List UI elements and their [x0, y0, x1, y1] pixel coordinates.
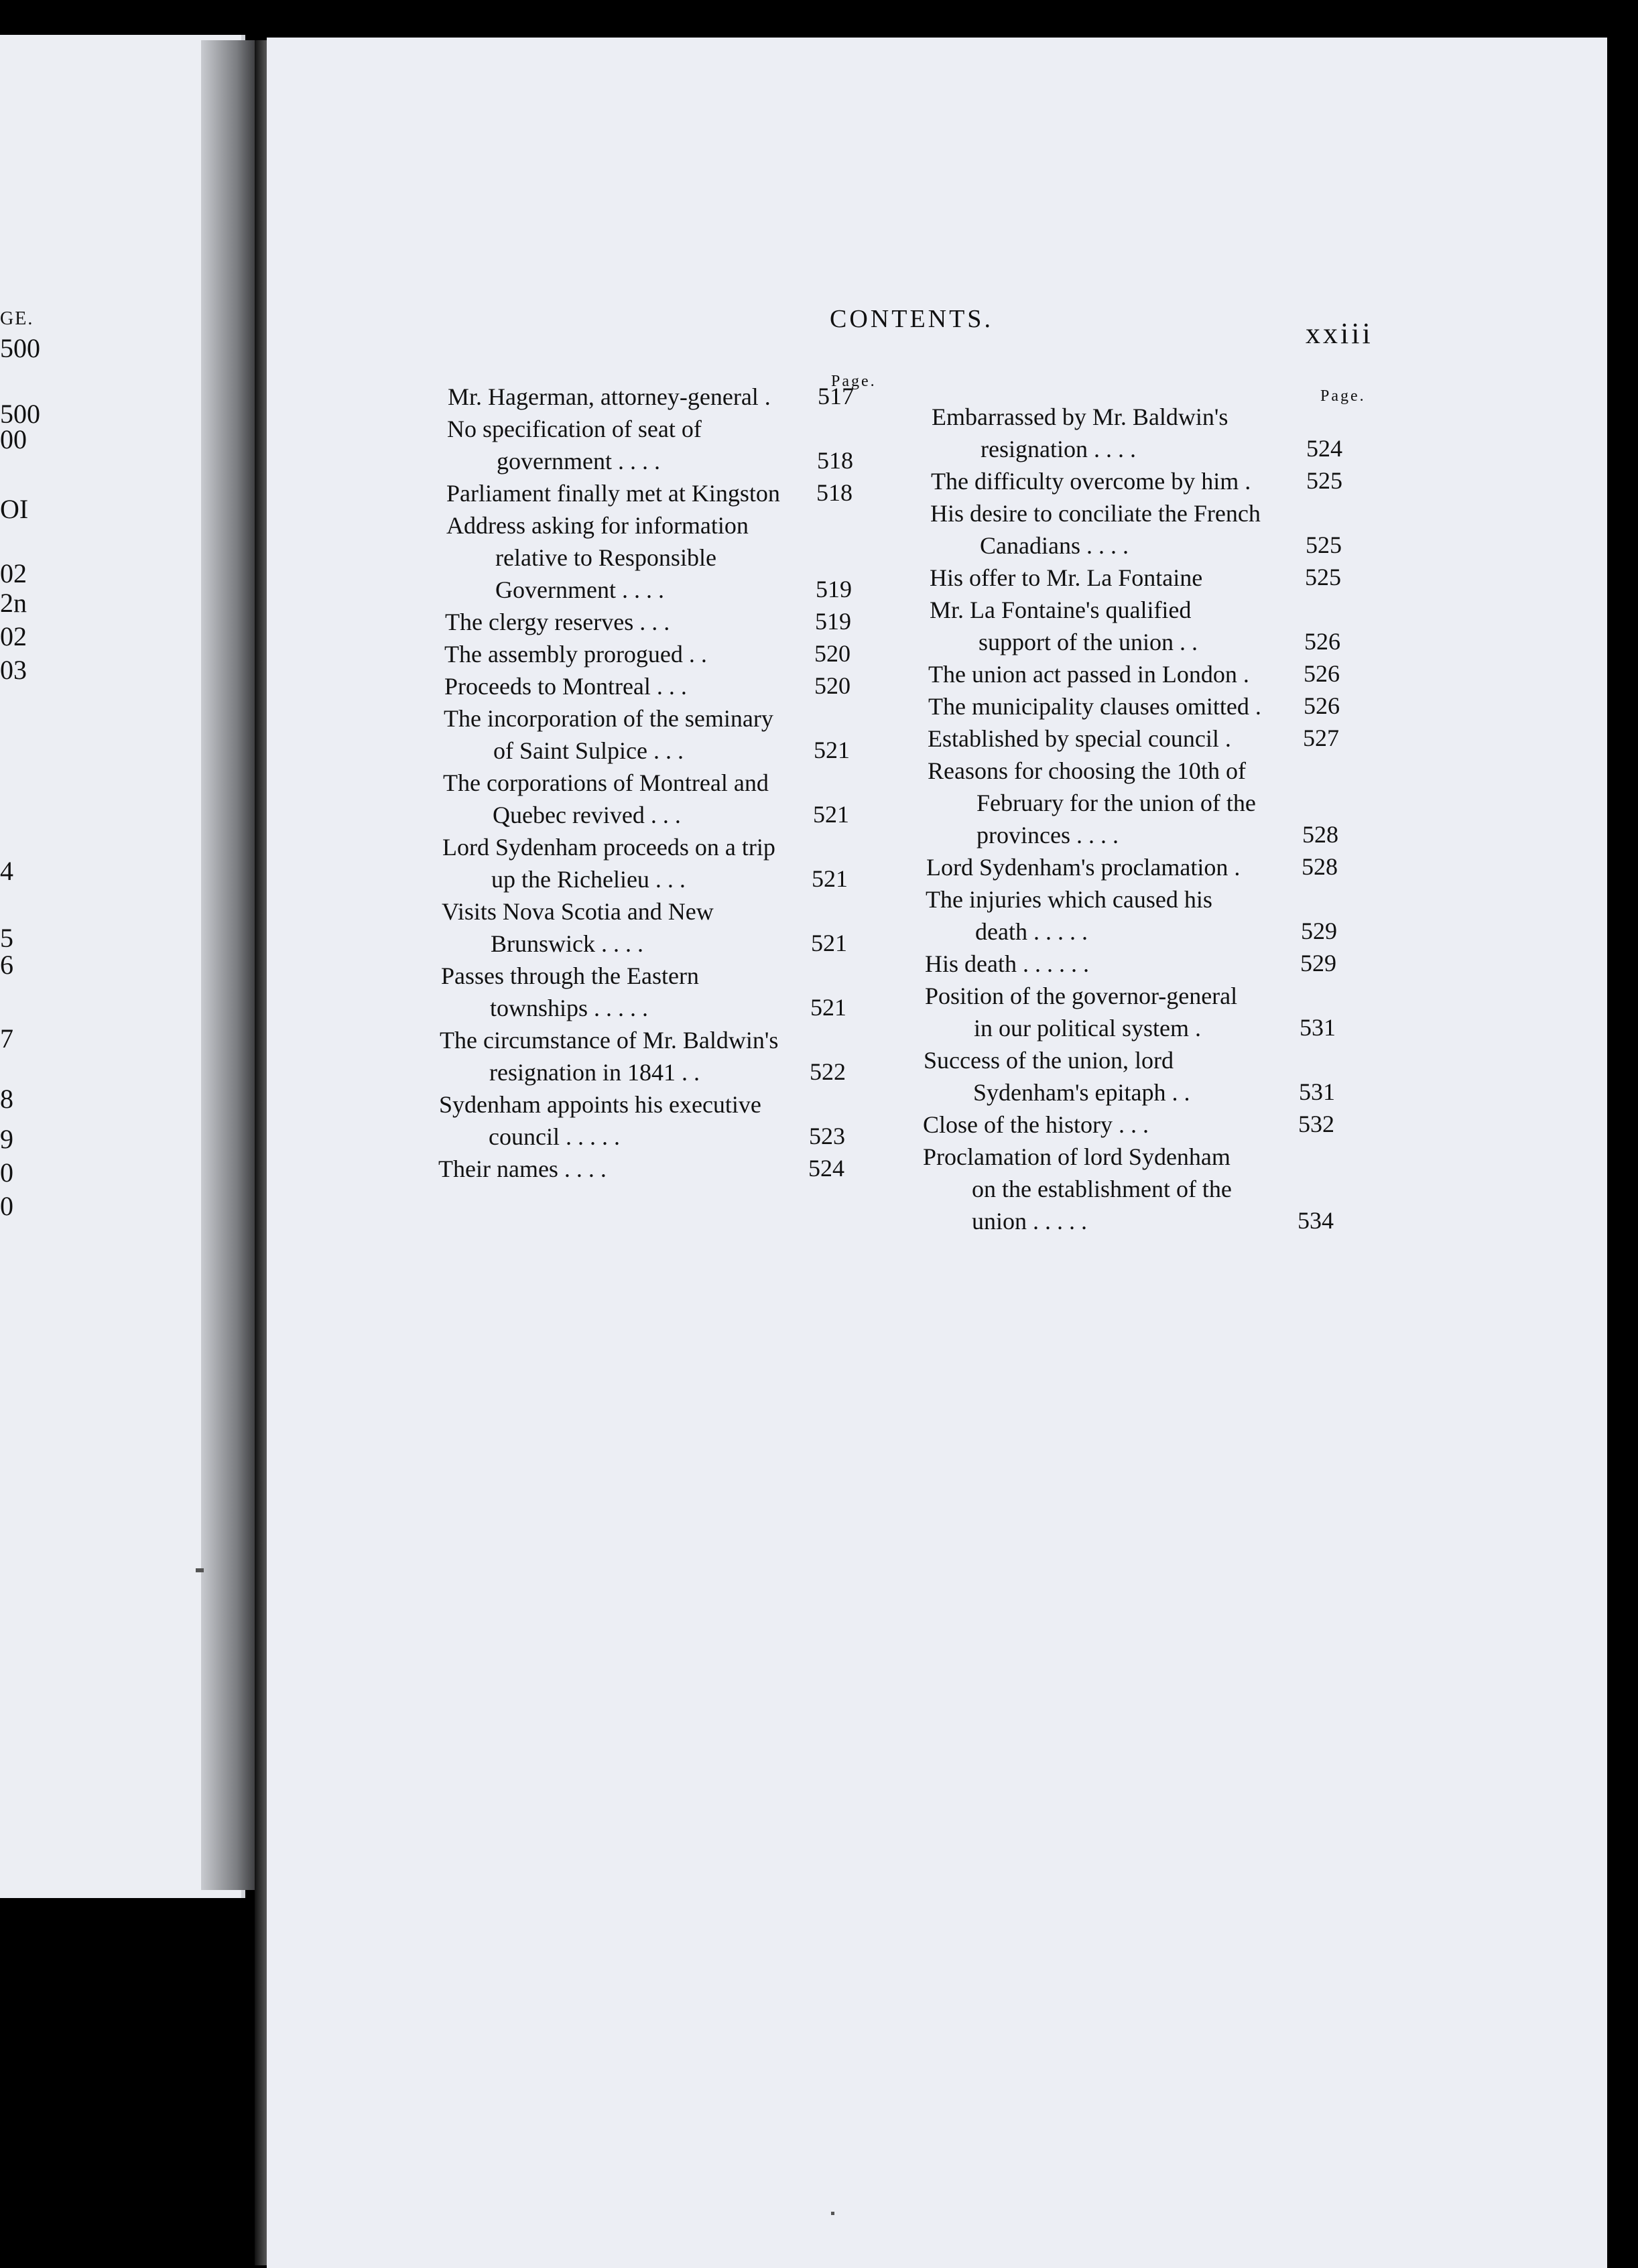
contents-entry-line: The union act passed in London .	[928, 661, 1249, 688]
contents-entry-line: Government . . . .	[495, 576, 664, 603]
left-page-fragment: 500	[0, 333, 40, 363]
contents-page-ref: 527	[1303, 724, 1339, 751]
contents-entry-line: provinces . . . .	[976, 822, 1119, 848]
contents-entry-line: His offer to Mr. La Fontaine	[930, 564, 1203, 591]
contents-page-ref: 520	[814, 640, 850, 667]
contents-entry-line: The clergy reserves . . .	[445, 609, 670, 635]
contents-entry-line: Established by special council .	[928, 725, 1231, 752]
contents-entry-line: Proceeds to Montreal . . .	[444, 673, 687, 700]
contents-page-ref: 519	[815, 608, 851, 635]
contents-page-ref: 521	[810, 994, 846, 1021]
contents-entry-line: resignation . . . .	[981, 436, 1136, 462]
contents-entry-line: government . . . .	[497, 448, 660, 475]
contents-page-ref: 528	[1302, 853, 1338, 880]
contents-entry-line: February for the union of the	[976, 790, 1256, 816]
contents-page-ref: 525	[1305, 564, 1341, 590]
contents-page-ref: 518	[817, 447, 853, 474]
contents-entry-line: union . . . . .	[972, 1208, 1088, 1235]
contents-entry-line: Lord Sydenham's proclamation .	[926, 854, 1241, 881]
contents-entry-line: Brunswick . . . .	[491, 930, 643, 957]
contents-entry-line: The municipality clauses omitted .	[928, 693, 1261, 720]
contents-page-ref: 531	[1300, 1014, 1336, 1041]
contents-page-ref: 519	[816, 576, 852, 603]
contents-entry-line: Proclamation of lord Sydenham	[923, 1143, 1231, 1170]
left-page-fragment: 500	[0, 399, 40, 429]
contents-page-ref: 522	[810, 1058, 846, 1085]
page-column-header: Page.	[831, 373, 877, 390]
left-page-fragment: 4	[0, 856, 13, 886]
left-page-fragment: 5	[0, 923, 13, 953]
left-page-fragment: 9	[0, 1124, 13, 1154]
contents-page-ref: 526	[1304, 692, 1340, 719]
contents-page-ref: 524	[1306, 435, 1342, 462]
contents-entry-line: His desire to conciliate the French	[930, 500, 1261, 527]
contents-entry-line: Canadians . . . .	[980, 532, 1129, 559]
contents-entry-line: relative to Responsible	[495, 544, 716, 571]
left-page-fragment: 02	[0, 558, 27, 588]
left-page-fragment: 03	[0, 655, 27, 685]
contents-entry-line: Visits Nova Scotia and New	[442, 898, 714, 925]
contents-entry-line: Sydenham's epitaph . .	[973, 1079, 1190, 1106]
left-page-fragment: 0	[0, 1157, 13, 1188]
contents-entry-line: Mr. Hagerman, attorney-general .	[448, 383, 771, 410]
contents-entry-line: Position of the governor-general	[925, 983, 1238, 1009]
contents-entry-line: on the establishment of the	[972, 1176, 1232, 1202]
contents-page-ref: 517	[818, 383, 854, 410]
contents-entry-line: Quebec revived . . .	[493, 802, 681, 828]
left-page-fragment: 2n	[0, 588, 27, 618]
page-gutter	[201, 40, 261, 1890]
left-page-fragment: 6	[0, 950, 13, 980]
scan-speck	[831, 2212, 834, 2215]
contents-page-ref: 521	[813, 801, 849, 828]
contents-page-ref: 529	[1301, 918, 1337, 944]
contents-entry-line: The assembly prorogued . .	[444, 641, 707, 668]
contents-page-ref: 524	[808, 1155, 844, 1182]
contents-page-ref: 525	[1306, 467, 1342, 494]
contents-entry-line: resignation in 1841 . .	[489, 1059, 700, 1086]
contents-entry-line: Passes through the Eastern	[441, 962, 699, 989]
contents-page-ref: 523	[809, 1123, 845, 1149]
contents-entry-line: council . . . . .	[489, 1123, 620, 1150]
contents-page-ref: 526	[1304, 660, 1340, 687]
contents-entry-line: The corporations of Montreal and	[443, 769, 769, 796]
contents-entry-line: in our political system .	[974, 1015, 1201, 1042]
contents-entry-line: townships . . . . .	[490, 995, 649, 1021]
left-page-fragment: OI	[0, 494, 29, 524]
contents-entry-line: The incorporation of the seminary	[444, 705, 773, 732]
contents-page-ref: 518	[816, 479, 853, 506]
contents-entry-line: Close of the history . . .	[923, 1111, 1149, 1138]
contents-page-ref: 528	[1302, 821, 1338, 848]
contents-entry-line: Their names . . . .	[438, 1155, 607, 1182]
contents-entry-line: Sydenham appoints his executive	[439, 1091, 761, 1118]
left-page-fragment: 00	[0, 424, 27, 454]
contents-page-ref: 520	[814, 672, 850, 699]
left-page-fragment: 7	[0, 1023, 13, 1054]
contents-entry-line: Mr. La Fontaine's qualified	[930, 596, 1192, 623]
left-page-fragment: 8	[0, 1084, 13, 1114]
page-number: xxiii	[1306, 317, 1373, 350]
contents-page-ref: 521	[812, 865, 848, 892]
scan-speck	[196, 1568, 204, 1572]
contents-page-ref: 526	[1304, 628, 1340, 655]
contents-page-ref: 521	[814, 737, 850, 763]
contents-entry-line: Lord Sydenham proceeds on a trip	[442, 834, 775, 861]
contents-entry-line: Parliament finally met at Kingston	[446, 480, 780, 507]
contents-entry-line: No specification of seat of	[447, 416, 702, 442]
contents-entry-line: Embarrassed by Mr. Baldwin's	[932, 403, 1228, 430]
contents-page-ref: 521	[811, 930, 847, 956]
left-page-fragment: GE.	[0, 308, 34, 329]
contents-page-ref: 531	[1299, 1078, 1335, 1105]
contents-entry-line: Reasons for choosing the 10th of	[928, 757, 1246, 784]
contents-entry-line: of Saint Sulpice . . .	[493, 737, 684, 764]
contents-entry-line: Address asking for information	[446, 512, 749, 539]
page-column-header: Page.	[1320, 387, 1366, 405]
left-page-fragment: 0	[0, 1191, 13, 1221]
contents-entry-line: death . . . . .	[975, 918, 1088, 945]
running-head: CONTENTS.	[830, 305, 993, 333]
contents-entry-line: The injuries which caused his	[926, 886, 1212, 913]
contents-entry-line: Success of the union, lord	[924, 1047, 1174, 1074]
contents-entry-line: The difficulty overcome by him .	[931, 468, 1251, 495]
contents-page-ref: 532	[1298, 1111, 1334, 1137]
contents-page-ref: 525	[1306, 531, 1342, 558]
contents-entry-line: support of the union . .	[979, 629, 1198, 655]
contents-page-ref: 529	[1300, 950, 1336, 976]
contents-page-ref: 534	[1298, 1207, 1334, 1234]
left-page-fragment: 02	[0, 621, 27, 651]
contents-entry-line: His death . . . . . .	[925, 950, 1089, 977]
contents-entry-line: up the Richelieu . . .	[491, 866, 686, 893]
contents-entry-line: The circumstance of Mr. Baldwin's	[440, 1027, 779, 1054]
